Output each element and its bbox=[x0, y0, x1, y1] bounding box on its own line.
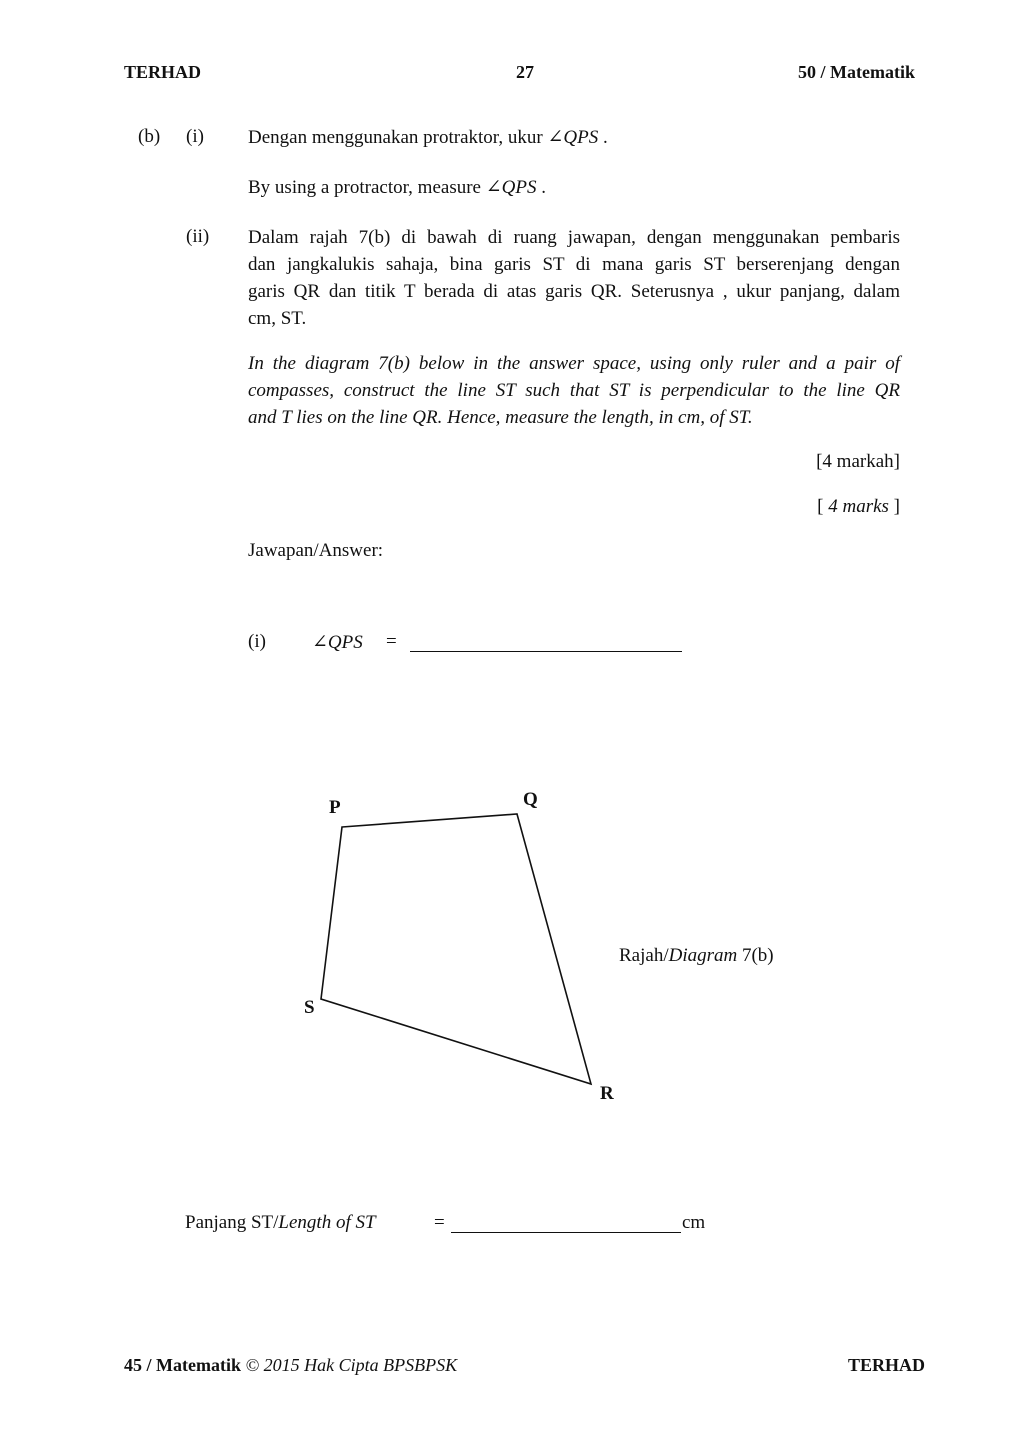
length-blank[interactable] bbox=[451, 1212, 681, 1239]
footer-left bbox=[124, 1355, 457, 1376]
question-i-malay-angle: ∠QPS bbox=[547, 127, 599, 148]
length-label-italic: Length of ST bbox=[278, 1212, 376, 1233]
answer-equals: = bbox=[386, 631, 397, 652]
header-left: TERHAD bbox=[124, 62, 202, 82]
footer-right: TERHAD bbox=[848, 1355, 926, 1375]
marks-english: [ 4 marks ] bbox=[817, 496, 900, 517]
marks-english-text: 4 marks bbox=[828, 496, 889, 517]
diagram-caption-italic: Diagram bbox=[668, 945, 738, 966]
question-ii-english-line: In the diagram 7(b) below in the answer space, using only ruler and a pair of bbox=[248, 353, 900, 374]
question-ii-malay-line: garis QR dan titik T berada di atas garis QR. Seterusnya , ukur panjang, dalam bbox=[248, 281, 900, 302]
part-i-label: (i) bbox=[186, 126, 204, 147]
part-b-label: (b) bbox=[138, 126, 161, 147]
length-label-plain: Panjang ST/ bbox=[185, 1212, 279, 1233]
footer-left-bold: 45 / Matematik bbox=[124, 1355, 241, 1375]
length-equals: = bbox=[434, 1212, 445, 1233]
answer-i-label: (i) bbox=[248, 631, 266, 652]
question-ii-english-line: and T lies on the line QR. Hence, measure the length, in cm, of ST. bbox=[248, 407, 753, 428]
question-i-malay-text: Dengan menggunakan protraktor, ukur bbox=[248, 127, 543, 148]
answer-angle: ∠QPS bbox=[312, 632, 363, 653]
question-i-english-text: By using a protractor, measure bbox=[248, 177, 481, 198]
vertex-label-q: Q bbox=[523, 789, 538, 810]
vertex-label-r: R bbox=[600, 1083, 614, 1104]
page-number: 27 bbox=[516, 62, 534, 82]
diagram-caption-suffix: 7(b) bbox=[737, 945, 774, 966]
quadrilateral-pqrs bbox=[321, 814, 591, 1084]
question-ii-english-line: compasses, construct the line ST such that ST is perpendicular to the line QR bbox=[248, 380, 900, 401]
part-ii-label: (ii) bbox=[186, 226, 210, 247]
diagram-caption bbox=[619, 945, 774, 967]
answer-label: Jawapan/Answer: bbox=[248, 540, 384, 561]
vertex-label-s: S bbox=[304, 997, 315, 1018]
length-label bbox=[185, 1212, 376, 1234]
length-unit: cm bbox=[682, 1212, 706, 1233]
question-ii-malay-line: dan jangkalukis sahaja, bina garis ST di mana garis ST berserenjang dengan bbox=[248, 254, 900, 275]
diagram-caption-prefix: Rajah/ bbox=[619, 945, 669, 966]
question-ii-malay-line: Dalam rajah 7(b) di bawah di ruang jawapan, dengan menggunakan pembaris bbox=[248, 227, 900, 248]
question-i-english-angle: ∠QPS bbox=[485, 177, 537, 198]
question-ii-malay-line: cm, ST. bbox=[248, 308, 307, 329]
question-i-english: By using a protractor, measure ∠QPS . bbox=[248, 177, 546, 198]
header-right: 50 / Matematik bbox=[798, 62, 915, 82]
question-i-malay: Dengan menggunakan protraktor, ukur ∠QPS . bbox=[248, 127, 608, 148]
vertex-label-p: P bbox=[329, 797, 341, 818]
footer-copyright: © 2015 Hak Cipta BPSBPSK bbox=[245, 1355, 458, 1375]
marks-malay: [4 markah] bbox=[816, 451, 900, 472]
